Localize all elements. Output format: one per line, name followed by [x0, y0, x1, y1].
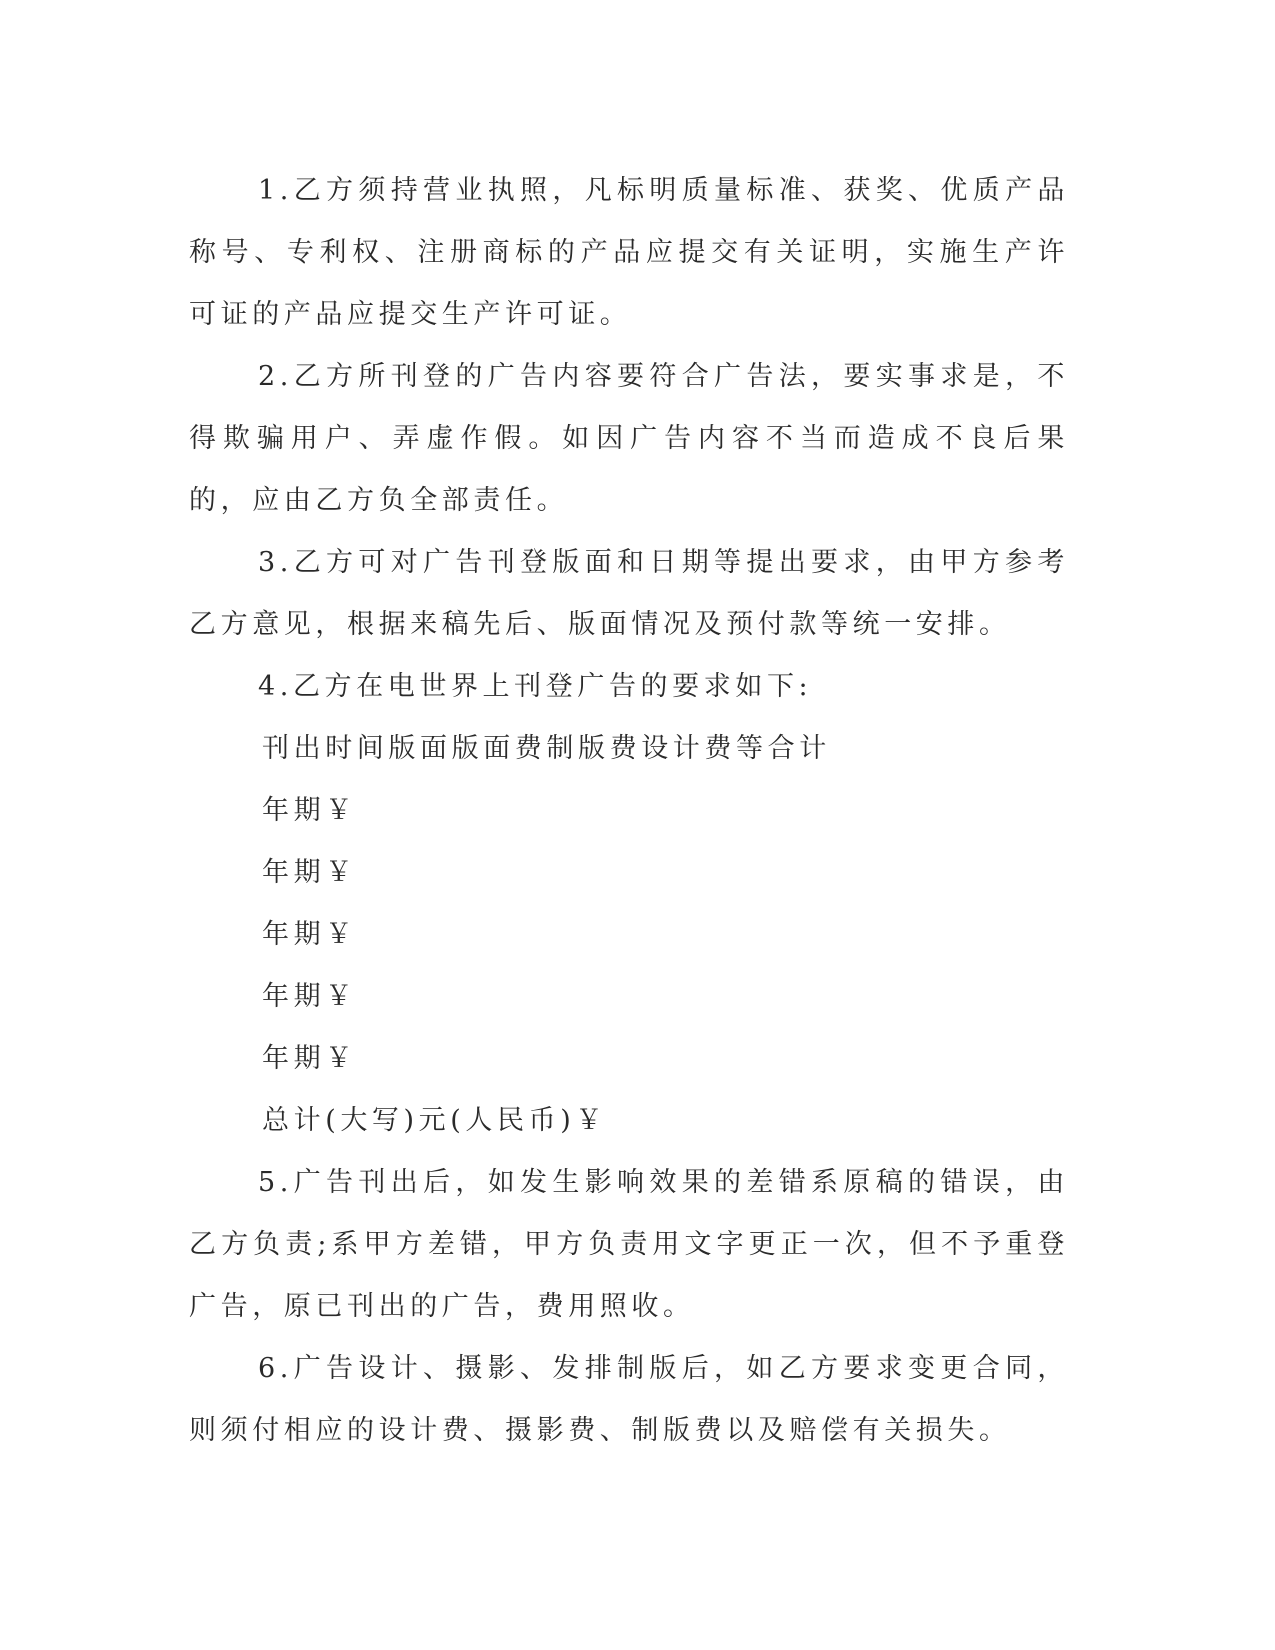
clause-2: 2.乙方所刊登的广告内容要符合广告法，要实事求是，不得欺骗用户、弄虚作假。如因广告内容不当而造成不良后果的，应由乙方负全部责任。: [189, 361, 1069, 516]
fee-total: 总计(大写)元(人民币)￥: [262, 1105, 607, 1136]
fee-row-1: 年期￥: [262, 795, 357, 826]
clause-5: 5.广告刊出后，如发生影响效果的差错系原稿的错误，由乙方负责;系甲方差错，甲方负责用文字更正一次，但不予重登广告，原已刊出的广告，费用照收。: [189, 1167, 1069, 1322]
fee-row-5: 年期￥: [262, 1043, 357, 1074]
clause-1: 1.乙方须持营业执照，凡标明质量标准、获奖、优质产品称号、专利权、注册商标的产品应提交有关证明，实施生产许可证的产品应提交生产许可证。: [189, 175, 1069, 330]
fee-row-3: 年期￥: [262, 919, 357, 950]
clause-4: 4.乙方在电世界上刊登广告的要求如下:: [258, 671, 813, 702]
fee-row-2: 年期￥: [262, 857, 357, 888]
clause-3: 3.乙方可对广告刊登版面和日期等提出要求，由甲方参考乙方意见，根据来稿先后、版面情况及预付款等统一安排。: [189, 547, 1069, 640]
document-body: [189, 160, 1069, 1462]
clause-6: 6.广告设计、摄影、发排制版后，如乙方要求变更合同，则须付相应的设计费、摄影费、制版费以及赔偿有关损失。: [189, 1353, 1069, 1446]
fee-table-header: 刊出时间版面版面费制版费设计费等合计: [262, 733, 831, 764]
fee-row-4: 年期￥: [262, 981, 357, 1012]
